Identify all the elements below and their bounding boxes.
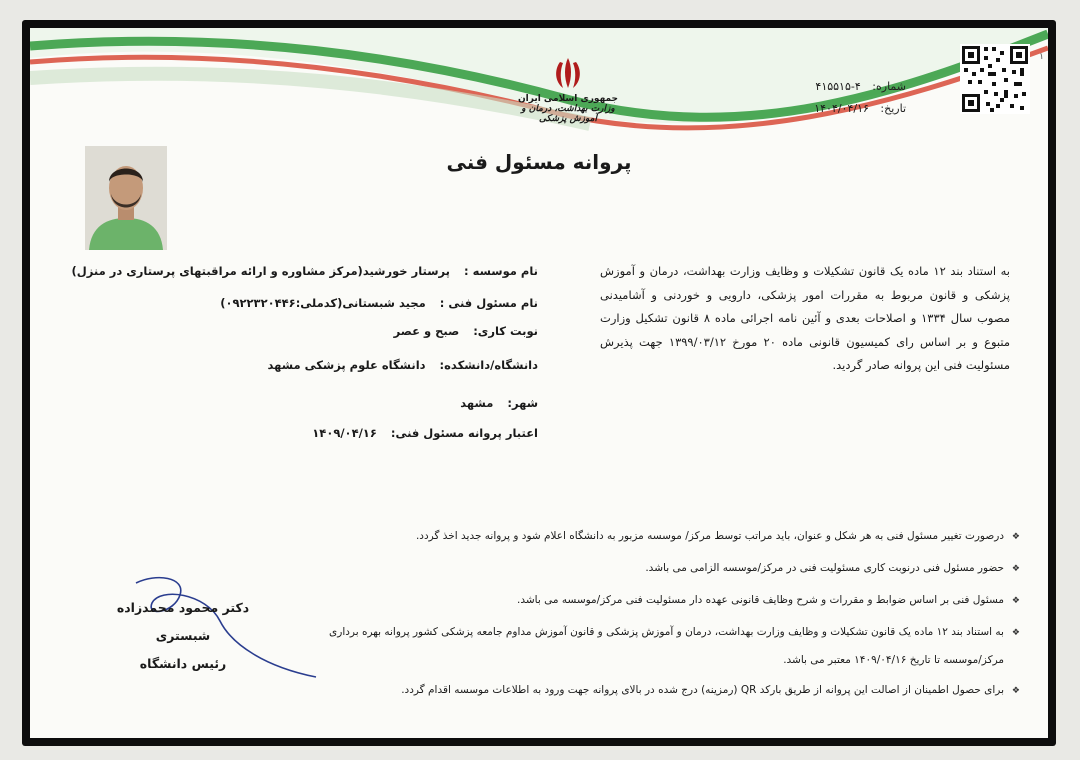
- certificate-paper: [30, 28, 1048, 738]
- number-row: [814, 76, 906, 98]
- number-label: شماره:: [872, 80, 906, 93]
- number-value: ۴-۴۱۵۵۱۵: [815, 80, 861, 93]
- ministry-emblem: [508, 56, 628, 124]
- note-text: حضور مسئول فنی درنوبت کاری مسئولیت فنی در مرکز/موسسه الزامی می باشد.: [645, 562, 1004, 574]
- note-text: مسئول فنی بر اساس ضوابط و مقررات و شرح وظایف قانونی عهده دار مسئولیت فنی مرکز/موسسه می باشد.: [517, 594, 1004, 606]
- list-item: [120, 684, 1020, 712]
- iran-emblem-icon: [551, 56, 585, 92]
- field-label: نام موسسه :: [464, 264, 538, 278]
- corner-mark: ۱: [1039, 52, 1044, 62]
- intro-paragraph: به استناد بند ۱۲ ماده یک قانون تشکیلات و وظایف وزارت بهداشت، درمان و آموزش پزشکی و قانون مربوط به مقررات امور پزشکی، دارویی و خوردنی و آشامیدنی مصوب سال ۱۳۳۴ و اصلاحات بعدی و آئین نامه اجرائی ماده ۸ قانون تشکیل وزارت متبوع و بر اساس رای کمیسیون قانونی ماده ۲۰ مورخ ۱۳۹۹/۰۳/۱۲ جهت پذیرش مسئولیت فنی این پروانه صادر گردید.: [600, 264, 1010, 373]
- field-value: مشهد: [460, 396, 494, 410]
- field-university: [72, 358, 538, 396]
- license-fields: [72, 264, 538, 454]
- diamond-bullet-icon: ❖: [1011, 628, 1020, 638]
- date-row: [814, 98, 906, 120]
- field-label: نام مسئول فنی :: [439, 296, 538, 310]
- field-label: اعتبار پروانه مسئول فنی:: [390, 426, 538, 440]
- signatory-name: دکتر محمود محمدزاده شبستری: [116, 600, 250, 643]
- note-text: برای حصول اطمینان از اصالت این پروانه از طریق بارکد QR (رمزینه) درج شده در بالای پروانه جهت ورود به اطلاعات موسسه اقدام گردد.: [401, 684, 1004, 696]
- holder-photo: [85, 146, 167, 250]
- diamond-bullet-icon: ❖: [1011, 686, 1020, 696]
- list-item: [120, 530, 1020, 562]
- qr-code: [960, 44, 1030, 114]
- field-value: پرستار خورشید(مرکز مشاوره و ارائه مراقبتهای پرستاری در منزل): [71, 264, 450, 278]
- field-shift: [72, 324, 538, 358]
- date-value: ۱۴۰۴/۰۴/۱۶: [814, 102, 869, 115]
- field-label: دانشگاه/دانشکده:: [439, 358, 538, 372]
- date-label: تاریخ:: [880, 102, 906, 115]
- diamond-bullet-icon: ❖: [1011, 532, 1020, 542]
- field-value: ۱۴۰۹/۰۴/۱۶: [312, 426, 377, 440]
- field-value: مجید شبستانی(کدملی:۰۹۲۲۳۲۰۴۴۶): [220, 296, 426, 310]
- field-institution: [72, 264, 538, 296]
- signatory-role: رئیس دانشگاه: [139, 656, 227, 671]
- note-text: درصورت تغییر مسئول فنی به هر شکل و عنوان، باید مراتب توسط مرکز/ موسسه مزبور به دانشگاه اعلام شود و پروانه جدید اخذ گردد.: [415, 530, 1004, 542]
- note-text: مرکز/موسسه تا تاریخ ۱۴۰۹/۰۴/۱۶ معتبر می باشد.: [783, 654, 1004, 666]
- field-label: نوبت کاری:: [473, 324, 538, 338]
- diamond-bullet-icon: ❖: [1011, 564, 1020, 574]
- signature-block: [98, 594, 268, 678]
- field-validity: [72, 426, 538, 454]
- field-technical-manager: [72, 296, 538, 324]
- field-value: صبح و عصر: [393, 324, 460, 338]
- ministry-country: جمهوری اسلامی ایران: [517, 94, 619, 104]
- ministry-name: وزارت بهداشت، درمان و آموزش پزشکی: [521, 104, 615, 124]
- note-text: به استناد بند ۱۲ ماده یک قانون تشکیلات و وظایف وزارت بهداشت، درمان و آموزش پزشکی و قانون آموزش مداوم جامعه پزشکی کشور پروانه بهره برداری: [329, 626, 1004, 638]
- field-label: شهر:: [507, 396, 538, 410]
- document-meta: [814, 76, 906, 120]
- field-city: [72, 396, 538, 426]
- diamond-bullet-icon: ❖: [1011, 596, 1020, 606]
- page-title: پروانه مسئول فنی: [446, 150, 632, 174]
- field-value: دانشگاه علوم پزشکی مشهد: [267, 358, 426, 372]
